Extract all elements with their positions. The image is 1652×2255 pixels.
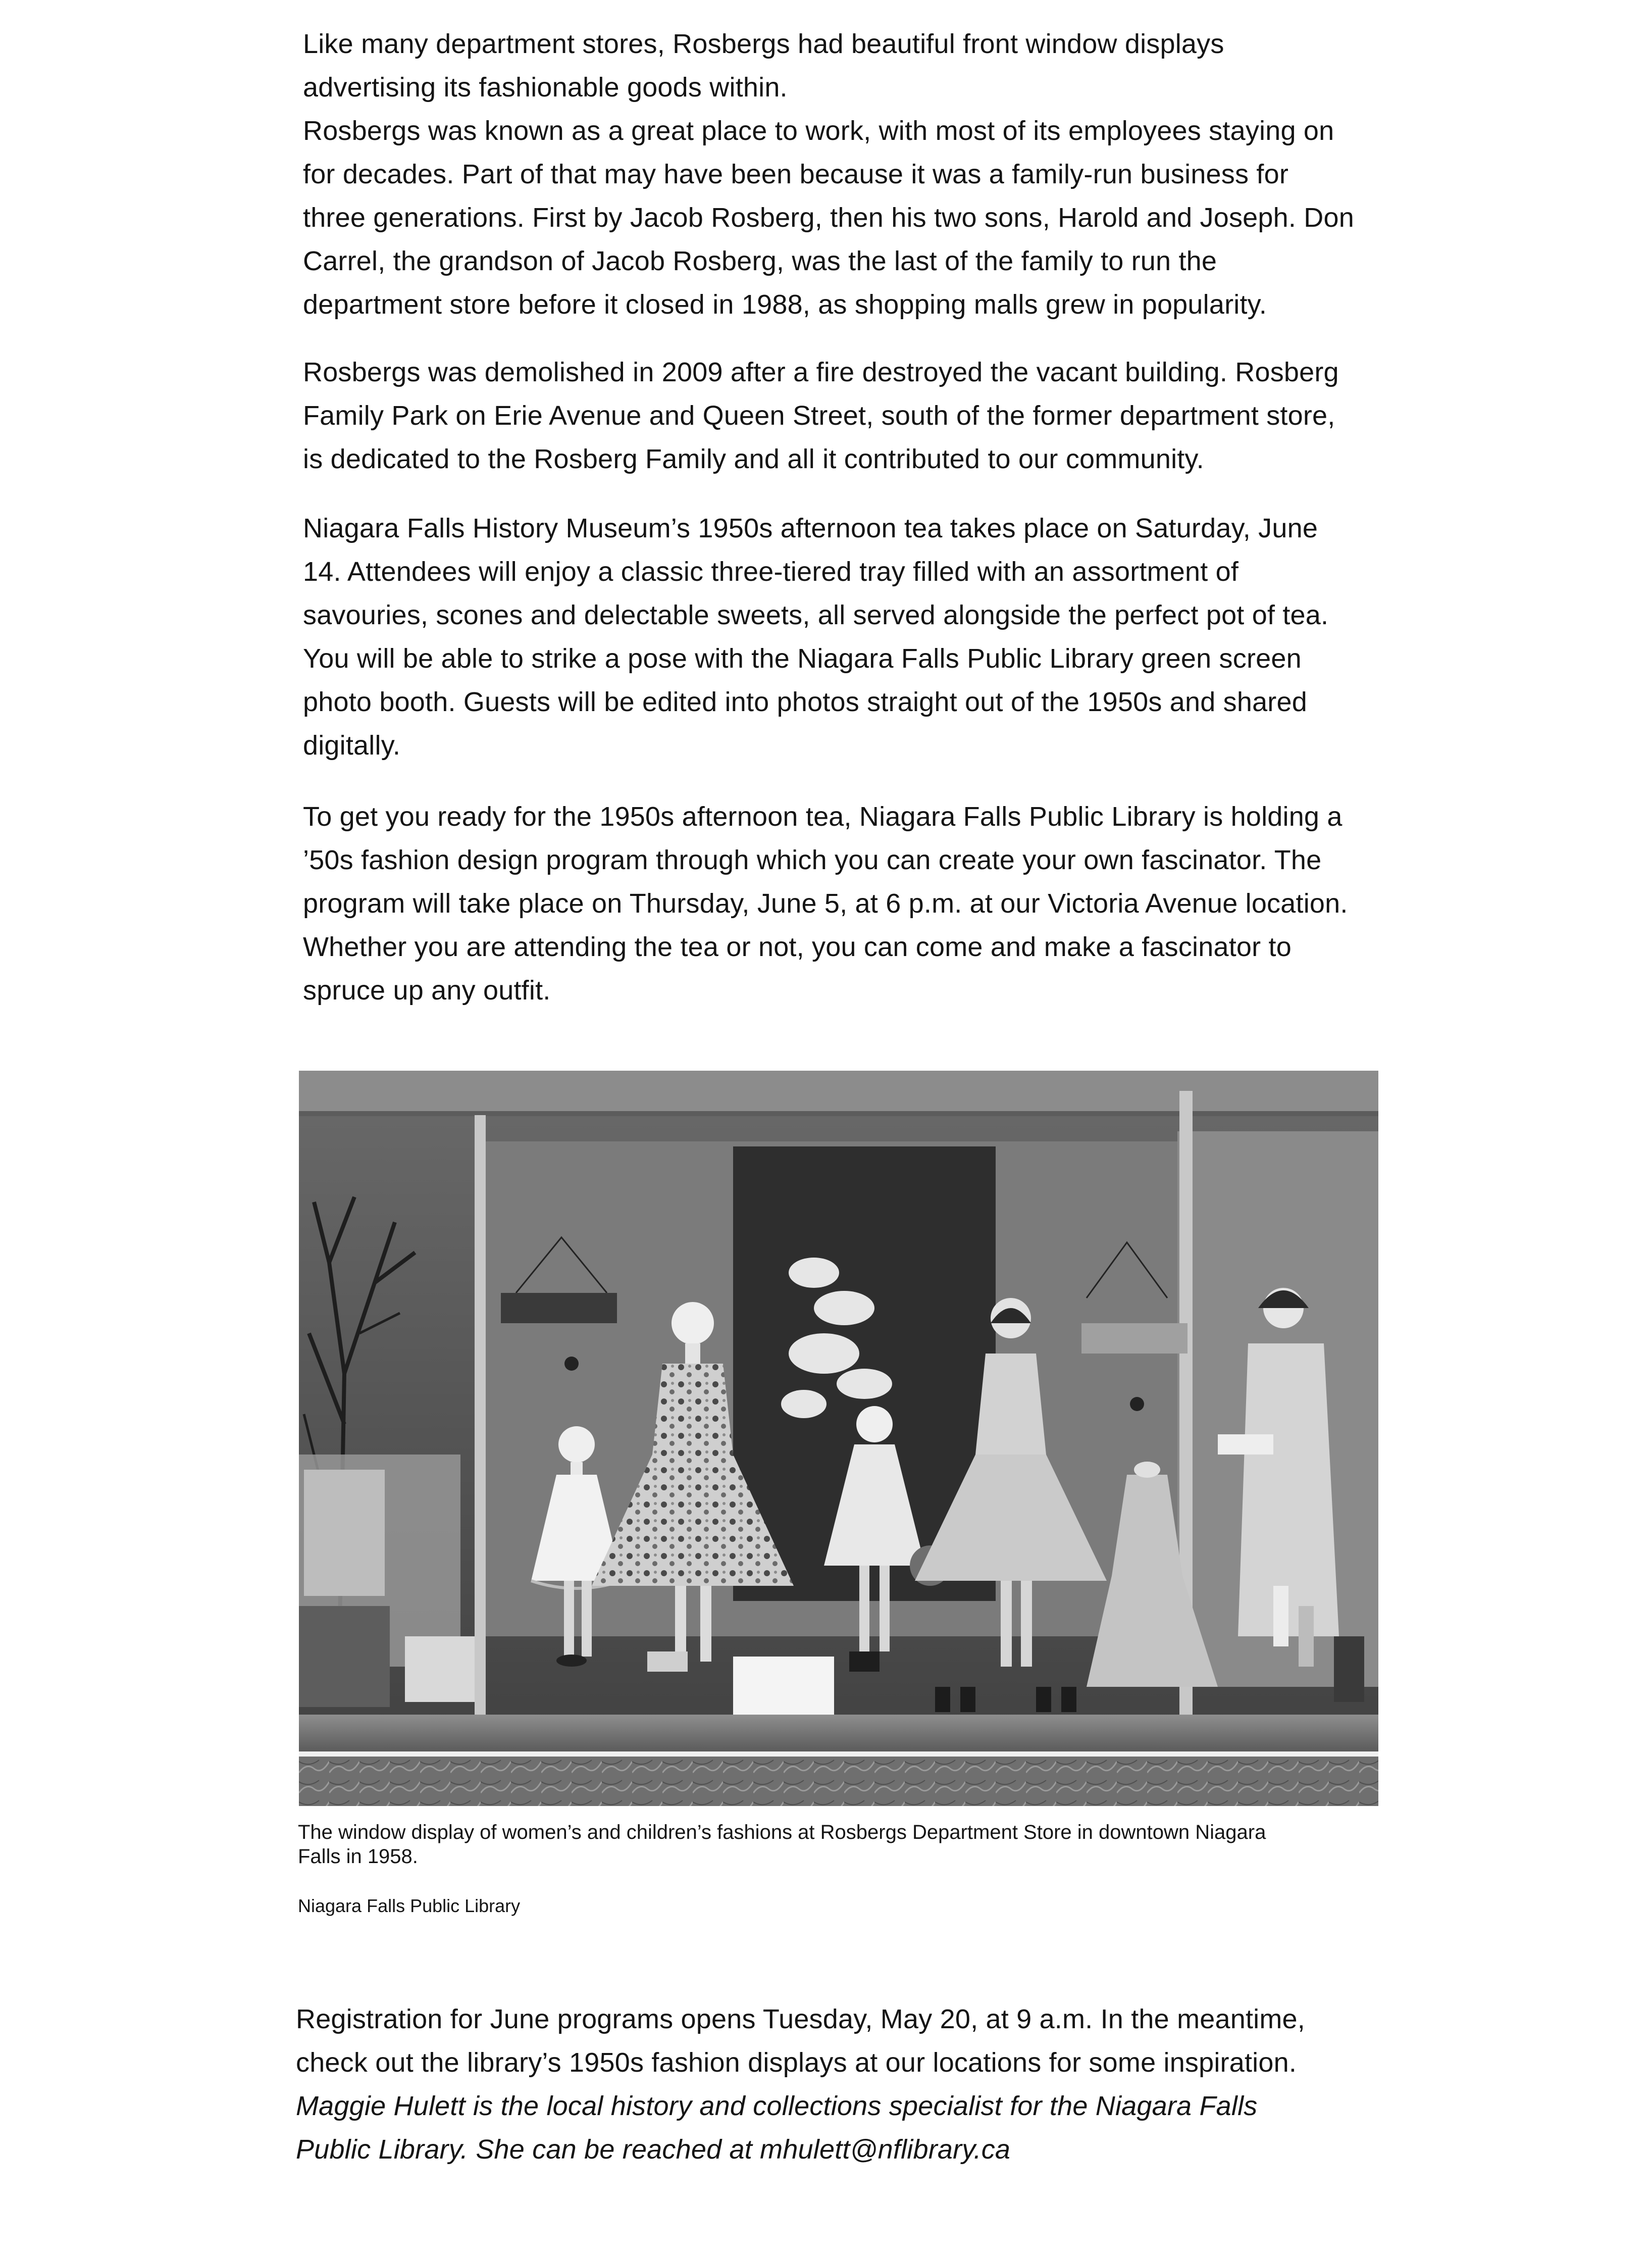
paragraph-window-displays	[303, 22, 1383, 109]
text-line: 14. Attendees will enjoy a classic three-tiered tray filled with an assortment of	[303, 557, 1239, 587]
text-line: for decades. Part of that may have been because it was a family-run business for	[303, 159, 1289, 189]
text-line: three generations. First by Jacob Rosberg, then his two sons, Harold and Joseph. Don	[303, 203, 1354, 233]
text-line: program will take place on Thursday, June 5, at 6 p.m. at our Victoria Avenue location.	[303, 888, 1348, 919]
photo-credit: Niagara Falls Public Library	[298, 1895, 521, 1916]
paragraph-demolition	[303, 350, 1383, 481]
text-line: digitally.	[303, 730, 401, 761]
text-line: Registration for June programs opens Tuesday, May 20, at 9 a.m. In the meantime,	[296, 2004, 1305, 2034]
text-line: Public Library. She can be reached at mhulett@nflibrary.ca	[296, 2134, 1011, 2165]
text-line: Maggie Hulett is the local history and collections specialist for the Niagara Falls	[296, 2091, 1258, 2121]
window-display-photo	[299, 1071, 1378, 1806]
paragraph-registration	[296, 1997, 1376, 2084]
text-line: Niagara Falls History Museum’s 1950s afternoon tea takes place on Saturday, June	[303, 513, 1318, 543]
text-line: Rosbergs was demolished in 2009 after a fire destroyed the vacant building. Rosberg	[303, 357, 1339, 387]
text-line: ’50s fashion design program through which you can create your own fascinator. The	[303, 845, 1322, 875]
paragraph-fascinator-program	[303, 795, 1383, 1012]
caption-line: Falls in 1958.	[298, 1845, 418, 1868]
text-line: is dedicated to the Rosberg Family and all it contributed to our community.	[303, 444, 1204, 474]
paragraph-afternoon-tea	[303, 507, 1383, 767]
text-line: Rosbergs was known as a great place to work, with most of its employees staying on	[303, 116, 1334, 146]
text-line: Like many department stores, Rosbergs had beautiful front window displays	[303, 29, 1224, 59]
window-display-photo-illustration	[299, 1071, 1378, 1806]
caption-line: The window display of women’s and children’s fashions at Rosbergs Department Store in downtown Niagara	[298, 1821, 1266, 1843]
text-line: Carrel, the grandson of Jacob Rosberg, was the last of the family to run the	[303, 246, 1217, 276]
text-line: spruce up any outfit.	[303, 975, 551, 1006]
text-line: advertising its fashionable goods within.	[303, 72, 788, 103]
text-line: photo booth. Guests will be edited into photos straight out of the 1950s and shared	[303, 687, 1307, 717]
paragraph-family-business	[303, 109, 1383, 326]
text-line: Family Park on Erie Avenue and Queen Street, south of the former department store,	[303, 400, 1335, 431]
text-line: check out the library’s 1950s fashion displays at our locations for some inspiration.	[296, 2047, 1297, 2078]
text-line: To get you ready for the 1950s afternoon tea, Niagara Falls Public Library is holding a	[303, 801, 1343, 832]
photo-caption	[298, 1820, 1383, 1869]
text-line: department store before it closed in 1988, as shopping malls grew in popularity.	[303, 289, 1267, 320]
text-line: savouries, scones and delectable sweets, all served alongside the perfect pot of tea.	[303, 600, 1329, 630]
author-bio	[296, 2084, 1376, 2171]
text-line: You will be able to strike a pose with the Niagara Falls Public Library green screen	[303, 643, 1302, 674]
text-line: Whether you are attending the tea or not, you can come and make a fascinator to	[303, 932, 1292, 962]
